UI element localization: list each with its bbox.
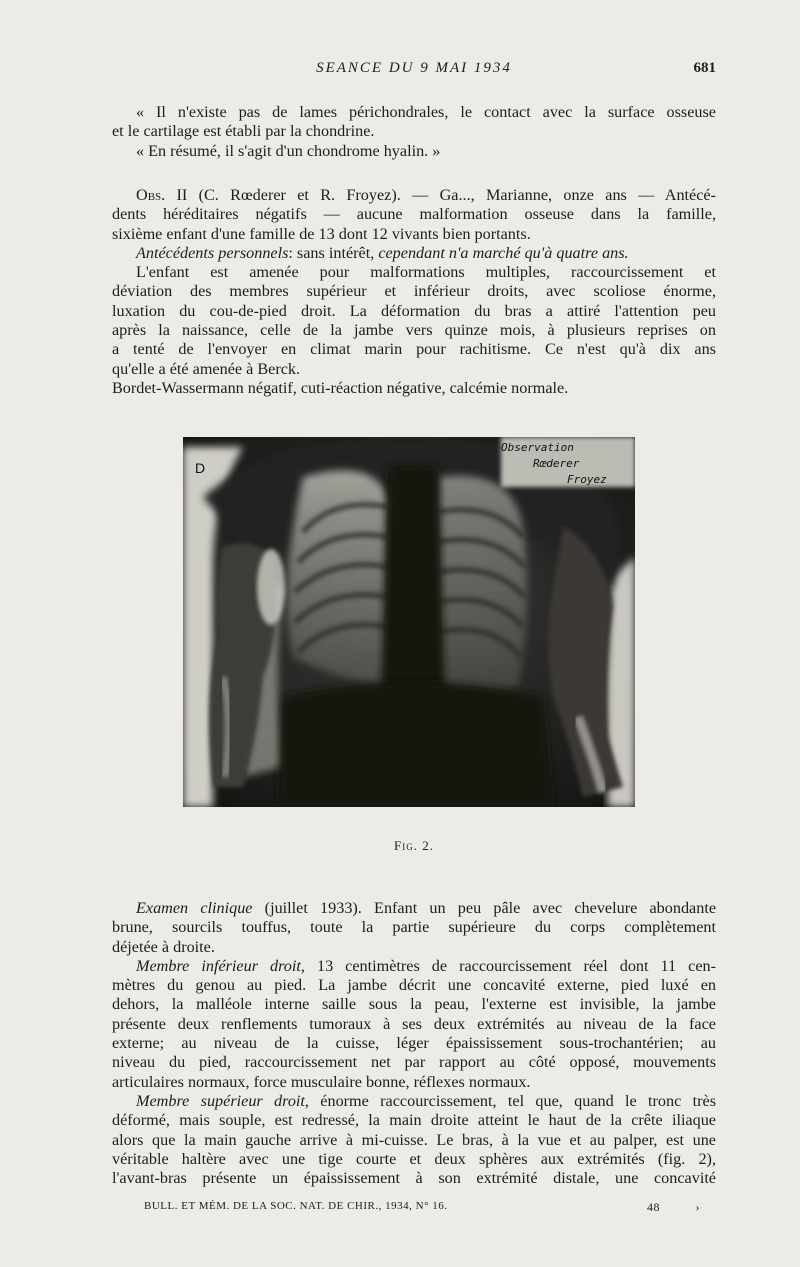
- xray-note-line1: Observation: [501, 441, 574, 454]
- obs-text: II (C. Rœderer et R. Froyez). — Ga..., Marianne, onze ans — Antécé-: [165, 186, 716, 204]
- text-line: qu'elle a été amenée à Berck.: [112, 359, 301, 378]
- exam-block: [112, 899, 716, 1188]
- text-line: déjetée à droite.: [112, 937, 215, 956]
- text-line: a tenté de l'envoyer en climat marin pour rachitisme. Ce n'est qu'à dix ans: [112, 340, 716, 359]
- text-line: « Il n'existe pas de lames périchondrales, le contact avec la surface osseuse: [136, 103, 716, 121]
- upper-limb-text: , énorme raccourcissement, tel que, quand le tronc très: [304, 1091, 716, 1110]
- lower-limb-text: , 13 centimètres de raccourcissement réel dont 11 cen-: [300, 956, 716, 975]
- text-line: [112, 244, 716, 263]
- personal-history-italic: cependant n'a marché qu'à quatre ans.: [378, 243, 629, 262]
- text-line: déviation des membres supérieur et inférieur droits, avec scoliose énorme,: [112, 282, 716, 301]
- upper-limb-label: Membre supérieur droit: [136, 1091, 305, 1110]
- text-line: [112, 1092, 716, 1111]
- exam-label: Examen clinique: [136, 899, 253, 917]
- quote-block: [112, 103, 716, 161]
- xray-note-line2: Rœderer: [533, 457, 580, 470]
- text-line: [112, 957, 716, 976]
- text-line: après la naissance, celle de la jambe vers quinze mois, à plusieurs reprises on: [112, 321, 716, 340]
- text-line: mètres du genou au pied. La jambe décrit une concavité externe, pied luxé en: [112, 976, 716, 995]
- text-line: et le cartilage est établi par la chondrine.: [112, 122, 375, 141]
- text-line: brune, sourcils touffus, toute la partie supérieure du corps complètement: [112, 918, 716, 937]
- xray-image: [183, 437, 635, 807]
- page-number: 681: [693, 60, 716, 76]
- personal-history-text: : sans intérêt,: [288, 243, 379, 262]
- text-line: alors que la main gauche arrive à mi-cuisse. Le bras, à la vue et au palper, est une: [112, 1130, 716, 1149]
- text-line: sixième enfant d'une famille de 13 dont 12 vivants bien portants.: [112, 224, 531, 243]
- journal-citation: BULL. ET MÉM. DE LA SOC. NAT. DE CHIR., 1934, N° 16.: [144, 1200, 448, 1212]
- exam-text: (juillet 1933). Enfant un peu pâle avec chevelure abondante: [252, 899, 716, 917]
- text-line: [112, 899, 716, 918]
- text-line: déformé, mais souple, est redressé, la main droite atteint le haut de la crête iliaque: [112, 1111, 716, 1130]
- text-line: présente deux renflements tumoraux à ses deux extrémités au niveau de la face: [112, 1014, 716, 1033]
- text-line: L'enfant est amenée pour malformations multiples, raccourcissement et: [136, 263, 716, 282]
- xray-side-marker: D: [195, 460, 206, 476]
- text-line: dehors, la malléole interne saille sous la peau, l'externe est invisible, la jambe: [112, 995, 716, 1014]
- text-line: niveau du pied, raccourcissement net par rapport au côté opposé, mouvements: [112, 1053, 716, 1072]
- figure-caption: Fig. 2.: [394, 838, 434, 853]
- lower-limb-label: Membre inférieur droit: [136, 956, 301, 975]
- observation-paragraph: [112, 186, 716, 398]
- text-line: « En résumé, il s'agit d'un chondrome hyalin. »: [136, 141, 441, 160]
- page-footer: [112, 1200, 716, 1218]
- running-head: [112, 60, 716, 82]
- text-line: [112, 186, 716, 205]
- text-line: articulaires normaux, force musculaire bonne, réflexes normaux.: [112, 1072, 531, 1091]
- xray-note-line3: Froyez: [567, 473, 607, 486]
- running-title: SEANCE DU 9 MAI 1934: [316, 60, 512, 76]
- sheet-number: 48: [647, 1200, 660, 1214]
- text-line: externe; au niveau de la cuisse, léger épaississement sous-trochantérien; au: [112, 1034, 716, 1053]
- xray-figure: [183, 437, 635, 807]
- obs-label: Obs.: [136, 186, 166, 204]
- footer-mark: ›: [695, 1200, 700, 1214]
- personal-history-label: Antécédents personnels: [136, 243, 289, 262]
- text-line: l'avant-bras présente un épaississement à son extrémité distale, une concavité: [112, 1169, 716, 1188]
- text-line: véritable haltère avec une tige courte et deux sphères aux extrémités (fig. 2),: [112, 1149, 716, 1168]
- text-line: dents héréditaires négatifs — aucune malformation osseuse dans la famille,: [112, 205, 716, 224]
- text-line: Bordet-Wassermann négatif, cuti-réaction négative, calcémie normale.: [112, 378, 569, 397]
- text-line: luxation du cou-de-pied droit. La déformation du bras a attiré l'attention peu: [112, 301, 716, 320]
